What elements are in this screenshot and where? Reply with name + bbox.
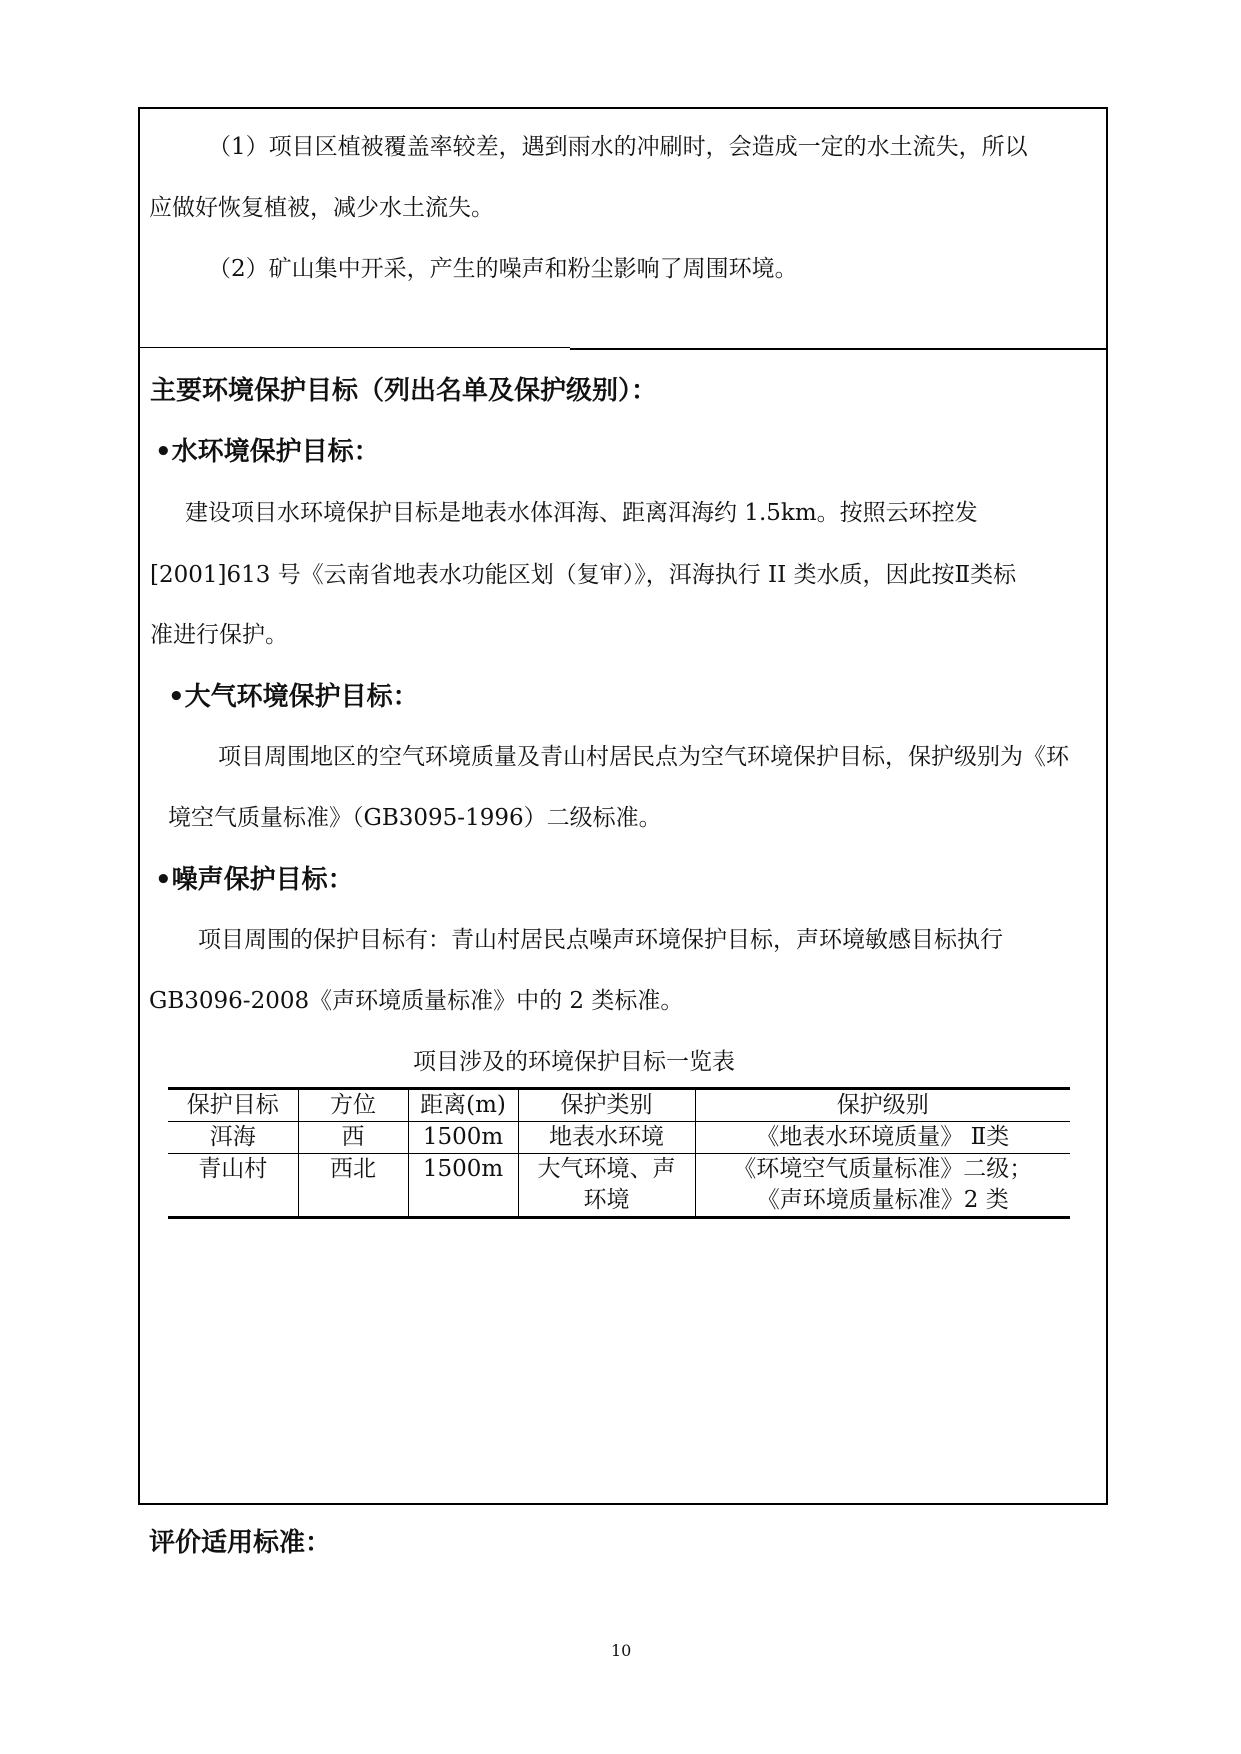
air-heading: •大气环境保护目标：: [168, 682, 419, 712]
cell-level-line1: 《环境空气质量标准》二级；: [733, 1156, 1033, 1182]
col-header-target: 保护目标: [186, 1092, 279, 1118]
cell-category-line1: 大气环境、声: [537, 1156, 676, 1182]
col-header-direction: 方位: [298, 1089, 408, 1122]
water-line3: 准进行保护。: [150, 622, 288, 648]
noise-line2: GB3096-2008《声环境质量标准》中的 2 类标准。: [149, 988, 684, 1014]
air-line2: 境空气质量标准》（GB3095-1996）二级标准。: [168, 805, 662, 831]
water-line2: [2001]613 号《云南省地表水功能区划（复审）》，洱海执行 II 类水质，因此按Ⅱ类标: [150, 562, 1017, 588]
protection-targets-table: [168, 1087, 1070, 1219]
impact-para1-line2: 应做好恢复植被，减少水土流失。: [149, 195, 494, 221]
table-caption: 项目涉及的环境保护目标一览表: [413, 1049, 735, 1075]
table-row: [168, 1154, 1070, 1218]
impact-para2: （2）矿山集中开采，产生的噪声和粉尘影响了周围环境。: [208, 256, 798, 282]
water-line1: 建设项目水环境保护目标是地表水体洱海、距离洱海约 1.5km。按照云环控发: [185, 500, 978, 526]
cell-level-line2: 《声环境质量标准》2 类: [756, 1187, 1009, 1213]
cell-category-line2: 环境: [583, 1187, 630, 1213]
table-header-row: [168, 1089, 1070, 1122]
col-header-distance: 距离(m): [408, 1089, 518, 1122]
cell-direction: 西北: [298, 1154, 408, 1218]
noise-heading: •噪声保护目标：: [155, 865, 354, 895]
cell-level: 《地表水环境质量》 Ⅱ类: [695, 1122, 1070, 1154]
water-heading: •水环境保护目标：: [155, 437, 380, 467]
table-row: [168, 1122, 1070, 1154]
air-line1: 项目周围地区的空气环境质量及青山村居民点为空气环境保护目标，保护级别为《环: [218, 744, 1069, 770]
cell-distance: 1500m: [408, 1122, 518, 1154]
cell-category: [518, 1154, 695, 1218]
cell-category: 地表水环境: [518, 1122, 695, 1154]
col-header-category: 保护类别: [518, 1089, 695, 1122]
impact-para1-line1: （1）项目区植被覆盖率较差，遇到雨水的冲刷时，会造成一定的水土流失，所以: [208, 134, 1028, 160]
protection-targets-heading: 主要环境保护目标（列出名单及保护级别）：: [150, 376, 658, 406]
cell-target: 洱海: [209, 1124, 256, 1150]
standards-heading: 评价适用标准：: [149, 1528, 332, 1558]
cell-level: [695, 1154, 1070, 1218]
cell-distance: 1500m: [408, 1154, 518, 1218]
col-header-level: 保护级别: [695, 1089, 1070, 1122]
box-divider: [138, 347, 570, 348]
noise-line1: 项目周围的保护目标有：青山村居民点噪声环境保护目标，声环境敏感目标执行: [198, 927, 1003, 953]
cell-direction: 西: [298, 1122, 408, 1154]
page-number: 10: [611, 1641, 632, 1660]
cell-target: 青山村: [198, 1156, 268, 1182]
